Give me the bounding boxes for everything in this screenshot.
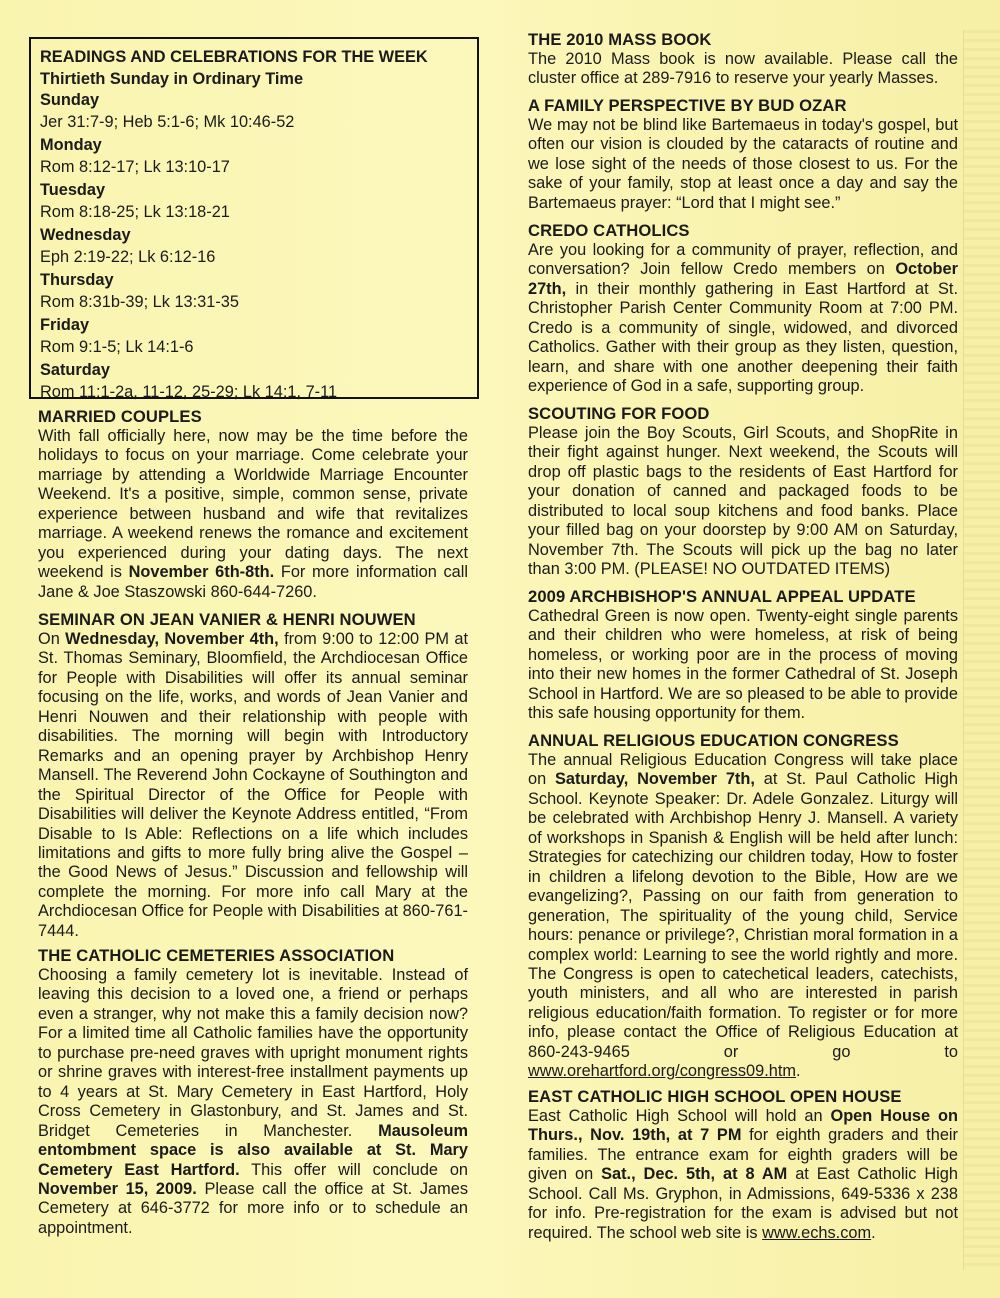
section-heading: SCOUTING FOR FOOD: [528, 404, 710, 423]
married-couples-section: [38, 407, 468, 602]
section-heading: THE CATHOLIC CEMETERIES ASSOCIATION: [38, 946, 395, 965]
day-refs: Rom 8:12-17; Lk 13:10-17: [40, 157, 230, 176]
readings-title: READINGS AND CELEBRATIONS FOR THE WEEK: [40, 48, 428, 66]
section-body: On Wednesday, November 4th, from 9:00 to 12:00 PM at St. Thomas Seminary, Bloomfield, the Archdiocesan Office for People with Disabilities will offer its annual seminar focusing on the life, works, and words of Jean Vanier and Henri Nouwen and their relationship with people with disabilities. The morning will begin with Introductory Remarks and an opening prayer by Archbishop Henry Mansell. The Reverend John Cockayne of Southington and the Spiritual Director of the Office for People with Disabilities will deliver the Keynote Address entitled, “From Disable to Is Able: Reflections on a life which includes limitations and gifts to more fully bring alive the Gospel – the Good News of Jesus.” Discussion and fellowship will complete the morning. For more info call Mary at the Archdiocesan Office for People with Disabilities at 860-761-7444.: [38, 630, 469, 940]
reading-day-saturday: [40, 360, 469, 403]
appeal-section: [528, 587, 958, 724]
section-heading: ANNUAL RELIGIOUS EDUCATION CONGRESS: [528, 731, 899, 750]
day-refs: Rom 11:1-2a, 11-12, 25-29; Lk 14:1, 7-11: [40, 382, 338, 401]
section-heading: MARRIED COUPLES: [38, 407, 202, 426]
reading-day-wednesday: [40, 225, 469, 268]
section-heading: 2009 ARCHBISHOP'S ANNUAL APPEAL UPDATE: [528, 587, 916, 606]
section-heading: SEMINAR ON JEAN VANIER & HENRI NOUWEN: [38, 610, 416, 629]
school-website-link[interactable]: www.echs.com: [762, 1223, 872, 1242]
section-heading: A FAMILY PERSPECTIVE BY BUD OZAR: [528, 96, 847, 115]
section-heading: EAST CATHOLIC HIGH SCHOOL OPEN HOUSE: [528, 1087, 902, 1106]
day-refs: Rom 8:18-25; Lk 13:18-21: [40, 202, 230, 221]
section-body: Are you looking for a community of prayer, reflection, and conversation? Join fellow Credo members on October 27th, in their monthly gathering in East Hartford at St. Christopher Parish Center Community Room at 7:00 PM. Credo is a community of single, widowed, and divorced Catholics. Gather with their group as they listen, question, learn, and share with one another deepening their faith experience of God in a safe, supporting group.: [528, 241, 958, 396]
section-body: The annual Religious Education Congress will take place on Saturday, November 7th, at St. Paul Catholic High School. Keynote Speaker: Dr. Adele Gonzalez. Liturgy will be celebrated with Archbishop Henry J. Mansell. A variety of workshops in Spanish & English will be held after lunch: Strategies for catechizing our children today, How to foster in children a lifelong devotion to the Bible, How are we evangelizing?, Passing on our faith from generation to generation, The spirituality of the young child, Service hours: penance or privilege?, Christian moral formation in a complex world: Learning to see the world rightly and more. The Congress is open to catechetical leaders, catechists, youth ministers, and all who are interested in parish religious education/faith formation. To register or for more info, please contact the Office of Religious Education at 860-243-9465 or go to www.orehartford.org/congress09.htm.: [528, 751, 958, 1081]
family-perspective-section: [528, 96, 958, 213]
seminar-section: [38, 610, 468, 941]
mass-book-section: [528, 30, 958, 89]
section-body: We may not be blind like Bartemaeus in today's gospel, but often our vision is clouded by the cataracts of routine and we lose sight of the needs of those closest to us. For the sake of your family, stop at least once a day and say the Bartemaeus prayer: “Lord that I might see.”: [528, 116, 958, 212]
section-body: Cathedral Green is now open. Twenty-eight single parents and their children who were homeless, at risk of being homeless, or working poor are in the process of moving into their new homes in the former Cathedral of St. Joseph School in Hartford. We are so pleased to be able to provide this safe housing opportunity for them.: [528, 607, 958, 723]
credo-section: [528, 221, 958, 397]
day-name: Thursday: [40, 271, 114, 289]
reading-day-thursday: [40, 270, 469, 313]
section-heading: CREDO CATHOLICS: [528, 221, 690, 240]
open-house-section: [528, 1087, 958, 1243]
reading-day-monday: [40, 135, 469, 178]
day-refs: Rom 8:31b-39; Lk 13:31-35: [40, 292, 239, 311]
reading-day-friday: [40, 315, 469, 358]
section-body: Please join the Boy Scouts, Girl Scouts, and ShopRite in their fight against hunger. Next weekend, the Scouts will drop off plastic bags to the residents of East Hartford for your donation of canned and packaged foods to be distributed to local soup kitchens and food banks. Place your filled bag on your doorstep by 9:00 AM on Saturday, November 7th. The Scouts will pick up the bag no later than 3:00 PM. (PLEASE! NO OUTDATED ITEMS): [528, 424, 958, 579]
congress-section: [528, 731, 958, 1082]
day-refs: Eph 2:19-22; Lk 6:12-16: [40, 247, 216, 266]
section-body: The 2010 Mass book is now available. Please call the cluster office at 289-7916 to reserve your yearly Masses.: [528, 50, 958, 88]
day-refs: Jer 31:7-9; Heb 5:1-6; Mk 10:46-52: [40, 112, 295, 131]
day-refs: Rom 9:1-5; Lk 14:1-6: [40, 337, 194, 356]
day-name: Saturday: [40, 361, 110, 379]
section-body: East Catholic High School will hold an Open House on Thurs., Nov. 19th, at 7 PM for eighth graders and their families. The entrance exam for eighth graders will be given on Sat., Dec. 5th, at 8 AM at East Catholic High School. Call Ms. Gryphon, in Admissions, 649-5336 x 238 for info. Pre-registration for the exam is advised but not required. The school web site is www.echs.com.: [528, 1107, 958, 1242]
cemeteries-section: [38, 946, 468, 1238]
congress-link[interactable]: www.orehartford.org/congress09.htm: [528, 1062, 796, 1081]
section-heading: THE 2010 MASS BOOK: [528, 30, 712, 49]
day-name: Wednesday: [40, 226, 131, 244]
day-name: Sunday: [40, 91, 100, 109]
day-name: Tuesday: [40, 181, 106, 199]
readings-subtitle: Thirtieth Sunday in Ordinary Time: [40, 69, 304, 88]
scouting-section: [528, 404, 958, 580]
section-body: Choosing a family cemetery lot is inevitable. Instead of leaving this decision to a loved one, a friend or perhaps even a stranger, why not make this a family decision now? For a limited time all Catholic families have the opportunity to purchase pre-need graves with upright monument rights or shrine graves with interest-free installment payments up to 4 years at St. Mary Cemetery in East Hartford, Holy Cross Cemetery in Glastonbury, and St. James and St. Bridget Cemeteries in Manchester. Mausoleum entombment space is also available at St. Mary Cemetery East Hartford. This offer will conclude on November 15, 2009. Please call the office at St. James Cemetery at 646-3772 for more info or to schedule an appointment.: [38, 966, 468, 1237]
page-edge-shadow: [963, 30, 1000, 1270]
reading-day-sunday: [40, 90, 469, 133]
section-body: With fall officially here, now may be the time before the holidays to focus on your marriage. Come celebrate your marriage by attending a Worldwide Marriage Encounter Weekend. It's a positive, simple, common sense, private experience between husband and wife that revitalizes marriage. A weekend renews the romance and excitement you experienced during your dating days. The next weekend is November 6th-8th. For more information call Jane & Joe Staszowski 860-644-7260.: [38, 427, 468, 601]
day-name: Friday: [40, 316, 90, 334]
reading-day-tuesday: [40, 180, 469, 223]
readings-box: [29, 37, 479, 399]
day-name: Monday: [40, 136, 102, 154]
